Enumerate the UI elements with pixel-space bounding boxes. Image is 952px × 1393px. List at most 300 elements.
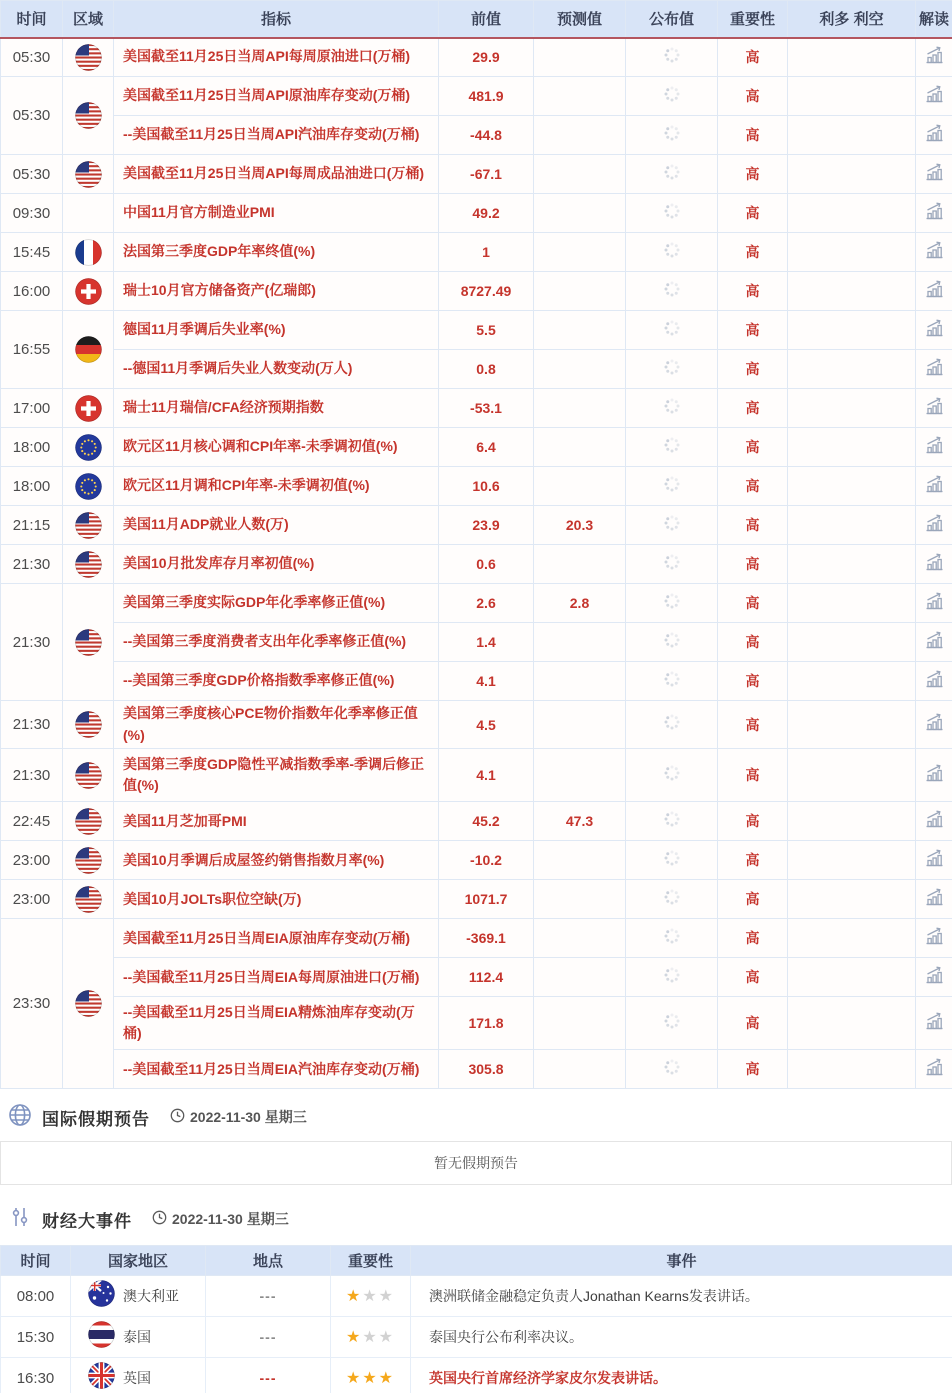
indicator-link[interactable]: 美国10月季调后成屋签约销售指数月率(%)	[114, 841, 439, 880]
time-cell: 16:55	[1, 311, 63, 389]
previous-value: 4.1	[439, 662, 534, 701]
bullish-bearish-cell	[788, 584, 916, 623]
loading-spinner-icon	[663, 480, 681, 497]
interpretation-button[interactable]	[916, 194, 952, 233]
indicator-link[interactable]: --美国截至11月25日当周EIA精炼油库存变动(万桶)	[114, 997, 439, 1050]
importance-badge: 高	[718, 194, 788, 233]
interpretation-button[interactable]	[916, 623, 952, 662]
flag-th-icon	[88, 1321, 115, 1353]
indicator-link[interactable]: 法国第三季度GDP年率终值(%)	[114, 233, 439, 272]
major-events-table	[0, 1245, 952, 1393]
loading-spinner-icon	[663, 363, 681, 380]
forecast-value	[534, 958, 626, 997]
events-section-title: 财经大事件	[42, 1211, 132, 1231]
forecast-value	[534, 662, 626, 701]
location-cell: ---	[206, 1276, 331, 1317]
region-cell	[63, 389, 114, 428]
table-row	[1, 545, 952, 584]
flag-us-icon	[75, 891, 102, 908]
indicator-link[interactable]: --美国第三季度消费者支出年化季率修正值(%)	[114, 623, 439, 662]
forecast-value: 47.3	[534, 802, 626, 841]
time-cell: 21:15	[1, 506, 63, 545]
importance-badge: 高	[718, 802, 788, 841]
interpretation-button[interactable]	[916, 389, 952, 428]
flag-eu-icon	[75, 438, 102, 455]
loading-spinner-icon	[663, 971, 681, 988]
region-cell	[63, 467, 114, 506]
events-header-row	[1, 1246, 952, 1276]
interpretation-button[interactable]	[916, 77, 952, 116]
region-cell	[63, 880, 114, 919]
forecast-value	[534, 194, 626, 233]
table-header-row	[1, 1, 952, 38]
published-value-cell	[626, 841, 718, 880]
flag-us-icon	[75, 633, 102, 650]
chart-interpretation-icon	[924, 130, 945, 147]
loading-spinner-icon	[663, 129, 681, 146]
published-value-cell	[626, 311, 718, 350]
importance-badge: 高	[718, 919, 788, 958]
published-value-cell	[626, 958, 718, 997]
time-cell: 18:00	[1, 428, 63, 467]
previous-value: 2.6	[439, 584, 534, 623]
time-cell: 21:30	[1, 701, 63, 749]
previous-value: -53.1	[439, 389, 534, 428]
interpretation-button[interactable]	[916, 545, 952, 584]
forecast-value: 20.3	[534, 506, 626, 545]
event-row	[1, 1317, 952, 1358]
interpretation-button[interactable]	[916, 701, 952, 749]
interpretation-button[interactable]	[916, 880, 952, 919]
flag-au-icon	[88, 1280, 115, 1312]
published-value-cell	[626, 272, 718, 311]
forecast-value: 2.8	[534, 584, 626, 623]
country-name: 澳大利亚	[123, 1288, 179, 1305]
bullish-bearish-cell	[788, 749, 916, 802]
chart-interpretation-icon	[924, 894, 945, 911]
bullish-bearish-cell	[788, 38, 916, 77]
importance-stars	[331, 1276, 411, 1317]
importance-badge: 高	[718, 880, 788, 919]
time-cell: 05:30	[1, 77, 63, 155]
published-value-cell	[626, 233, 718, 272]
indicator-link[interactable]: 美国截至11月25日当周API每周原油进口(万桶)	[114, 38, 439, 77]
importance-badge: 高	[718, 350, 788, 389]
bullish-bearish-cell	[788, 194, 916, 233]
event-description: 泰国央行公布利率决议。	[411, 1317, 952, 1358]
indicator-link[interactable]: 美国截至11月25日当周API原油库存变动(万桶)	[114, 77, 439, 116]
chart-interpretation-icon	[924, 770, 945, 787]
previous-value: 49.2	[439, 194, 534, 233]
flag-us-icon	[75, 767, 102, 784]
chart-interpretation-icon	[924, 676, 945, 693]
location-cell: ---	[206, 1358, 331, 1393]
previous-value: -369.1	[439, 919, 534, 958]
column-header: 重要性	[718, 1, 788, 38]
loading-spinner-icon	[663, 51, 681, 68]
loading-spinner-icon	[663, 636, 681, 653]
time-cell: 05:30	[1, 38, 63, 77]
column-header: 事件	[411, 1246, 952, 1276]
indicator-link[interactable]: 欧元区11月调和CPI年率-未季调初值(%)	[114, 467, 439, 506]
published-value-cell	[626, 350, 718, 389]
column-header: 国家地区	[71, 1246, 206, 1276]
indicator-link[interactable]: --美国截至11月25日当周EIA汽油库存变动(万桶)	[114, 1050, 439, 1089]
forecast-value	[534, 841, 626, 880]
table-row	[1, 155, 952, 194]
published-value-cell	[626, 116, 718, 155]
interpretation-button[interactable]	[916, 116, 952, 155]
flag-us-icon	[75, 516, 102, 533]
table-row	[1, 880, 952, 919]
indicator-link[interactable]: 中国11月官方制造业PMI	[114, 194, 439, 233]
star-empty-icon: ★	[362, 1288, 379, 1306]
event-description: 英国央行首席经济学家皮尔发表讲话。	[411, 1358, 952, 1393]
importance-badge: 高	[718, 701, 788, 749]
forecast-value	[534, 77, 626, 116]
indicator-link[interactable]: 美国10月JOLTs职位空缺(万)	[114, 880, 439, 919]
importance-badge: 高	[718, 1050, 788, 1089]
region-cell	[63, 233, 114, 272]
forecast-value	[534, 623, 626, 662]
forecast-value	[534, 997, 626, 1050]
events-section-header	[0, 1205, 952, 1233]
interpretation-button[interactable]	[916, 233, 952, 272]
country-cell	[71, 1358, 206, 1393]
flag-ch-icon	[75, 282, 102, 299]
sliders-icon	[8, 1205, 32, 1234]
interpretation-button[interactable]	[916, 958, 952, 997]
chart-interpretation-icon	[924, 208, 945, 225]
table-row	[1, 841, 952, 880]
loading-spinner-icon	[663, 854, 681, 871]
globe-icon	[8, 1103, 32, 1132]
bullish-bearish-cell	[788, 506, 916, 545]
region-cell	[63, 77, 114, 155]
holiday-section-header	[0, 1103, 952, 1131]
region-cell	[63, 38, 114, 77]
interpretation-button[interactable]	[916, 272, 952, 311]
forecast-value	[534, 880, 626, 919]
table-row	[1, 584, 952, 623]
time-cell: 23:30	[1, 919, 63, 1089]
flag-us-icon	[75, 716, 102, 733]
flag-us-icon	[75, 852, 102, 869]
forecast-value	[534, 233, 626, 272]
indicator-link[interactable]: 美国11月ADP就业人数(万)	[114, 506, 439, 545]
no-holiday-notice: 暂无假期预告	[0, 1141, 952, 1185]
loading-spinner-icon	[663, 90, 681, 107]
importance-badge: 高	[718, 997, 788, 1050]
published-value-cell	[626, 194, 718, 233]
table-row	[1, 194, 952, 233]
column-header: 解读	[916, 1, 952, 38]
interpretation-button[interactable]	[916, 155, 952, 194]
previous-value: 4.5	[439, 701, 534, 749]
region-cell	[63, 584, 114, 701]
flag-ch-icon	[75, 399, 102, 416]
table-row	[1, 77, 952, 116]
previous-value: 6.4	[439, 428, 534, 467]
flag-us-icon	[75, 995, 102, 1012]
chart-interpretation-icon	[924, 719, 945, 736]
indicator-link[interactable]: --美国截至11月25日当周EIA每周原油进口(万桶)	[114, 958, 439, 997]
importance-badge: 高	[718, 623, 788, 662]
indicator-link[interactable]: --美国第三季度GDP价格指数季率修正值(%)	[114, 662, 439, 701]
column-header: 时间	[1, 1246, 71, 1276]
time-cell: 23:00	[1, 841, 63, 880]
loading-spinner-icon	[663, 285, 681, 302]
previous-value: 0.8	[439, 350, 534, 389]
flag-gb-icon	[88, 1362, 115, 1393]
interpretation-button[interactable]	[916, 662, 952, 701]
region-cell	[63, 545, 114, 584]
time-cell: 23:00	[1, 880, 63, 919]
chart-interpretation-icon	[924, 933, 945, 950]
holiday-section-title: 国际假期预告	[42, 1109, 150, 1129]
bullish-bearish-cell	[788, 662, 916, 701]
interpretation-button[interactable]	[916, 311, 952, 350]
loading-spinner-icon	[663, 324, 681, 341]
region-cell	[63, 194, 114, 233]
loading-spinner-icon	[663, 441, 681, 458]
published-value-cell	[626, 389, 718, 428]
bullish-bearish-cell	[788, 311, 916, 350]
indicator-link[interactable]: 德国11月季调后失业率(%)	[114, 311, 439, 350]
published-value-cell	[626, 1050, 718, 1089]
published-value-cell	[626, 545, 718, 584]
forecast-value	[534, 701, 626, 749]
interpretation-button[interactable]	[916, 841, 952, 880]
previous-value: 10.6	[439, 467, 534, 506]
loading-spinner-icon	[663, 1063, 681, 1080]
bullish-bearish-cell	[788, 958, 916, 997]
importance-badge: 高	[718, 272, 788, 311]
event-row	[1, 1276, 952, 1317]
column-header: 指标	[114, 1, 439, 38]
bullish-bearish-cell	[788, 623, 916, 662]
interpretation-button[interactable]	[916, 506, 952, 545]
chart-interpretation-icon	[924, 91, 945, 108]
region-cell	[63, 749, 114, 802]
indicator-link[interactable]: 美国截至11月25日当周API每周成品油进口(万桶)	[114, 155, 439, 194]
interpretation-button[interactable]	[916, 919, 952, 958]
region-cell	[63, 506, 114, 545]
loading-spinner-icon	[663, 246, 681, 263]
star-filled-icon: ★	[345, 1288, 363, 1306]
previous-value: 4.1	[439, 749, 534, 802]
chart-interpretation-icon	[924, 286, 945, 303]
interpretation-button[interactable]	[916, 350, 952, 389]
holiday-date: 2022-11-30 星期三	[190, 1109, 307, 1126]
star-filled-icon: ★	[378, 1370, 396, 1388]
interpretation-button[interactable]	[916, 467, 952, 506]
event-time-cell: 15:30	[1, 1317, 71, 1358]
country-name: 英国	[123, 1370, 151, 1387]
star-filled-icon: ★	[362, 1370, 379, 1388]
chart-interpretation-icon	[924, 855, 945, 872]
interpretation-button[interactable]	[916, 584, 952, 623]
previous-value: 8727.49	[439, 272, 534, 311]
importance-badge: 高	[718, 311, 788, 350]
forecast-value	[534, 116, 626, 155]
table-row	[1, 749, 952, 802]
column-header: 利多 利空	[788, 1, 916, 38]
indicator-link[interactable]: 美国第三季度实际GDP年化季率修正值(%)	[114, 584, 439, 623]
flag-us-icon	[75, 107, 102, 124]
chart-interpretation-icon	[924, 403, 945, 420]
importance-badge: 高	[718, 38, 788, 77]
forecast-value	[534, 155, 626, 194]
published-value-cell	[626, 77, 718, 116]
indicator-link[interactable]: 欧元区11月核心调和CPI年率-未季调初值(%)	[114, 428, 439, 467]
flag-us-icon	[75, 813, 102, 830]
table-row	[1, 272, 952, 311]
time-cell: 18:00	[1, 467, 63, 506]
published-value-cell	[626, 662, 718, 701]
interpretation-button[interactable]	[916, 802, 952, 841]
interpretation-button[interactable]	[916, 749, 952, 802]
previous-value: 5.5	[439, 311, 534, 350]
loading-spinner-icon	[663, 558, 681, 575]
chart-interpretation-icon	[924, 442, 945, 459]
forecast-value	[534, 389, 626, 428]
importance-badge: 高	[718, 389, 788, 428]
flag-us-icon	[75, 555, 102, 572]
chart-interpretation-icon	[924, 520, 945, 537]
event-row	[1, 1358, 952, 1393]
indicator-link[interactable]: 瑞士10月官方储备资产(亿瑞郎)	[114, 272, 439, 311]
bullish-bearish-cell	[788, 919, 916, 958]
region-cell	[63, 802, 114, 841]
table-row	[1, 958, 952, 997]
forecast-value	[534, 350, 626, 389]
forecast-value	[534, 919, 626, 958]
indicator-link[interactable]: 美国第三季度核心PCE物价指数年化季率修正值(%)	[114, 701, 439, 749]
star-filled-icon: ★	[345, 1329, 363, 1347]
previous-value: 1	[439, 233, 534, 272]
time-cell: 21:30	[1, 545, 63, 584]
column-header: 区域	[63, 1, 114, 38]
table-row	[1, 467, 952, 506]
star-filled-icon: ★	[345, 1370, 363, 1388]
previous-value: 23.9	[439, 506, 534, 545]
time-cell: 05:30	[1, 155, 63, 194]
region-cell	[63, 272, 114, 311]
forecast-value	[534, 749, 626, 802]
flag-us-icon	[75, 48, 102, 65]
indicator-link[interactable]: 美国截至11月25日当周EIA原油库存变动(万桶)	[114, 919, 439, 958]
table-row	[1, 506, 952, 545]
loading-spinner-icon	[663, 675, 681, 692]
bullish-bearish-cell	[788, 350, 916, 389]
bullish-bearish-cell	[788, 467, 916, 506]
interpretation-button[interactable]	[916, 428, 952, 467]
bullish-bearish-cell	[788, 880, 916, 919]
location-cell: ---	[206, 1317, 331, 1358]
star-empty-icon: ★	[378, 1329, 396, 1347]
chart-interpretation-icon	[924, 637, 945, 654]
clock-icon	[152, 1210, 167, 1228]
published-value-cell	[626, 701, 718, 749]
chart-interpretation-icon	[924, 1064, 945, 1081]
table-row	[1, 919, 952, 958]
indicator-link[interactable]: 美国10月批发库存月率初值(%)	[114, 545, 439, 584]
country-cell	[71, 1276, 206, 1317]
loading-spinner-icon	[663, 207, 681, 224]
previous-value: 112.4	[439, 958, 534, 997]
chart-interpretation-icon	[924, 1018, 945, 1035]
published-value-cell	[626, 584, 718, 623]
time-cell: 16:00	[1, 272, 63, 311]
clock-icon	[170, 1108, 185, 1126]
interpretation-button[interactable]	[916, 997, 952, 1050]
indicator-link[interactable]: 美国11月芝加哥PMI	[114, 802, 439, 841]
column-header: 重要性	[331, 1246, 411, 1276]
bullish-bearish-cell	[788, 233, 916, 272]
interpretation-button[interactable]	[916, 38, 952, 77]
table-row	[1, 38, 952, 77]
region-cell	[63, 155, 114, 194]
indicator-link[interactable]: --德国11月季调后失业人数变动(万人)	[114, 350, 439, 389]
importance-stars	[331, 1317, 411, 1358]
chart-interpretation-icon	[924, 52, 945, 69]
column-header: 地点	[206, 1246, 331, 1276]
bullish-bearish-cell	[788, 841, 916, 880]
bullish-bearish-cell	[788, 1050, 916, 1089]
interpretation-button[interactable]	[916, 1050, 952, 1089]
published-value-cell	[626, 623, 718, 662]
column-header: 前值	[439, 1, 534, 38]
published-value-cell	[626, 749, 718, 802]
importance-stars	[331, 1358, 411, 1393]
previous-value: -44.8	[439, 116, 534, 155]
bullish-bearish-cell	[788, 272, 916, 311]
previous-value: 1071.7	[439, 880, 534, 919]
importance-badge: 高	[718, 841, 788, 880]
time-cell: 21:30	[1, 749, 63, 802]
importance-badge: 高	[718, 116, 788, 155]
chart-interpretation-icon	[924, 598, 945, 615]
time-cell: 09:30	[1, 194, 63, 233]
importance-badge: 高	[718, 958, 788, 997]
flag-de-icon	[75, 341, 102, 358]
column-header: 时间	[1, 1, 63, 38]
previous-value: 481.9	[439, 77, 534, 116]
indicator-link[interactable]: 美国第三季度GDP隐性平减指数季率-季调后修正值(%)	[114, 749, 439, 802]
table-row	[1, 623, 952, 662]
table-row	[1, 389, 952, 428]
published-value-cell	[626, 919, 718, 958]
previous-value: -10.2	[439, 841, 534, 880]
published-value-cell	[626, 880, 718, 919]
loading-spinner-icon	[663, 519, 681, 536]
published-value-cell	[626, 155, 718, 194]
indicator-link[interactable]: 瑞士11月瑞信/CFA经济预期指数	[114, 389, 439, 428]
bullish-bearish-cell	[788, 116, 916, 155]
chart-interpretation-icon	[924, 972, 945, 989]
indicator-link[interactable]: --美国截至11月25日当周API汽油库存变动(万桶)	[114, 116, 439, 155]
bullish-bearish-cell	[788, 997, 916, 1050]
table-row	[1, 350, 952, 389]
published-value-cell	[626, 802, 718, 841]
published-value-cell	[626, 428, 718, 467]
previous-value: 305.8	[439, 1050, 534, 1089]
published-value-cell	[626, 467, 718, 506]
events-date: 2022-11-30 星期三	[172, 1211, 289, 1228]
region-cell	[63, 428, 114, 467]
time-cell: 22:45	[1, 802, 63, 841]
